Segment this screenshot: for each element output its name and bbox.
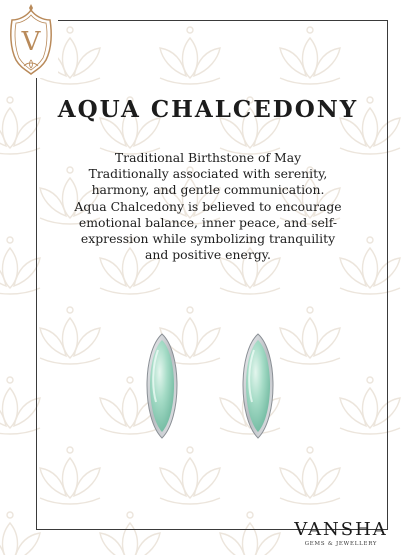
logo-emblem-icon bbox=[4, 4, 58, 78]
description-line: harmony, and gentle communication. bbox=[91, 182, 325, 198]
description-line: Traditionally associated with serenity, bbox=[88, 166, 328, 182]
description-text bbox=[70, 150, 346, 263]
description-line: Traditional Birthstone of May bbox=[114, 150, 302, 165]
brand-logo-badge bbox=[4, 4, 58, 78]
page-title: AQUA CHALCEDONY bbox=[57, 96, 359, 123]
brand-name: VANSHA bbox=[294, 519, 388, 540]
right-earring bbox=[243, 334, 273, 438]
description-line: expression while symbolizing tranquility bbox=[80, 231, 336, 247]
description-line: emotional balance, inner peace, and self- bbox=[78, 214, 338, 230]
left-earring bbox=[147, 334, 177, 438]
brand-tagline: GEMS & JEWELLERY bbox=[304, 541, 378, 547]
logo-letter: V bbox=[21, 27, 41, 57]
description-line: Aqua Chalcedony is believed to encourage bbox=[74, 198, 342, 214]
earrings-product-image bbox=[120, 330, 300, 442]
description-line: and positive energy. bbox=[145, 247, 271, 263]
brand-signature bbox=[286, 519, 396, 547]
